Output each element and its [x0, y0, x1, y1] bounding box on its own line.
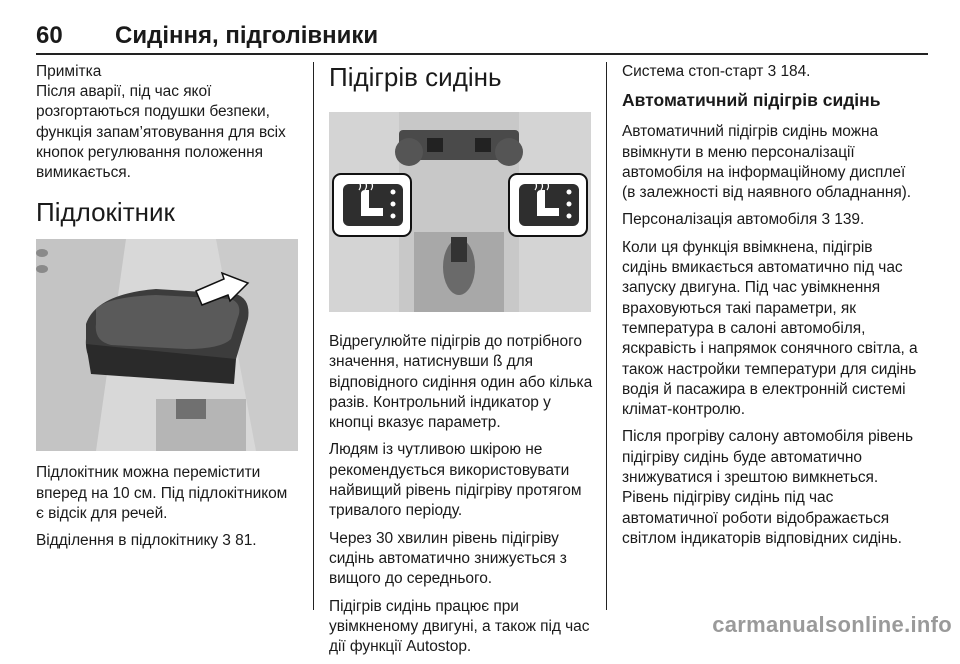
auto-heating-para-1: Автоматичний підігрів сидінь можна ввімкнути в меню персоналізації автомобіля на інформаційному дисплеї (в залежності від наявного обладнання).: [622, 123, 912, 202]
auto-heating-para-2: Персоналізація автомобіля 3 139.: [622, 211, 865, 229]
seat-heating-para-3: Через 30 хвилин рівень підігріву сидінь автоматично знижується з вищого до середнього.: [329, 529, 567, 588]
auto-heating-para-4: Після прогріву салону автомобіля рівень підігріву сидінь буде автоматично знижуватися і зрештою вимкнеться. Рівень підігріву сидінь під час автоматичної роботи відображається світлом індикаторів відповідних сидінь.: [622, 428, 914, 547]
seat-heating-image: [329, 112, 591, 312]
page-number: 60: [36, 22, 63, 49]
page-header: [36, 22, 928, 52]
note-text: Після аварії, під час якої розгортаються подушки безпеки, функція запам’ятовування для всіх кнопок регулювання положення вимикається.: [36, 83, 286, 182]
auto-heating-heading: Автоматичний підігрів сидінь: [622, 90, 881, 111]
stop-start-ref: Система стоп-старт 3 184.: [622, 63, 811, 80]
note-title: Примітка: [36, 63, 102, 80]
column-middle: [329, 62, 597, 664]
armrest-para-1: Підлокітник можна перемістити вперед на 10 см. Під підлокітником є відсік для речей.: [36, 464, 288, 523]
seat-heating-para-1: Відрегулюйте підігрів до потрібного значення, натиснувши ß для відповідного сидіння один або кілька разів. Контрольний індикатор у кнопці вказує параметр.: [329, 333, 593, 432]
armrest-image: [36, 239, 298, 451]
header-rule: [36, 53, 928, 55]
seat-heating-heading: Підігрів сидінь: [329, 62, 502, 92]
auto-heating-para-3: Коли ця функція ввімкнена, підігрів сидінь вмикається автоматично під час запуску двигуна. Під час увімкнення враховуються такі параметри, як температура в салоні автомобіля, яскравість і напрямок сонячного світла, а також настройки температури для сидінь водія й пасажира в електронній системі клімат-контролю.: [622, 238, 918, 419]
armrest-para-2: Відділення в підлокітнику 3 81.: [36, 532, 257, 550]
chapter-title: Сидіння, підголівники: [115, 22, 379, 49]
column-left: [36, 62, 298, 559]
seat-heating-para-2: Людям із чутливою шкірою не рекомендується використовувати найвищий рівень підігріву протягом тривалого періоду.: [329, 441, 582, 520]
armrest-heading: Підлокітник: [36, 197, 175, 228]
column-divider-1: [313, 62, 314, 610]
column-right: [622, 62, 918, 556]
seat-heating-para-4: Підігрів сидінь працює при увімкненому двигуні, а також під час дії функції Autostop.: [329, 597, 590, 656]
watermark: carmanualsonline.info: [712, 612, 952, 637]
column-divider-2: [606, 62, 607, 610]
